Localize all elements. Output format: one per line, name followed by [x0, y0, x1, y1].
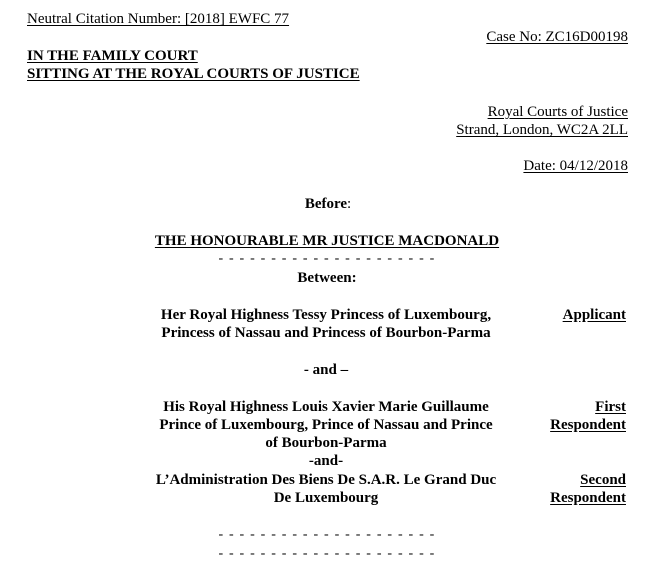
first-respondent-name: [131, 398, 521, 452]
first-respondent-line-1: His Royal Highness Louis Xavier Marie Guillaume: [163, 399, 489, 415]
before-label: [0, 195, 656, 213]
and-separator-2: -and-: [308, 453, 344, 469]
separator-2: - - - - - - - - - - - - - - - - - - - - -: [218, 527, 436, 542]
between-label: Between:: [297, 270, 357, 286]
judge-name: THE HONOURABLE MR JUSTICE MACDONALD: [154, 233, 500, 249]
separator-3: - - - - - - - - - - - - - - - - - - - - -: [218, 546, 436, 561]
case-number: Case No: ZC16D00198: [486, 29, 628, 45]
applicant-role: Applicant: [562, 307, 626, 323]
first-respondent-role-line-1: First: [595, 399, 626, 415]
first-respondent-role: [550, 398, 626, 434]
court-name: IN THE FAMILY COURT: [27, 48, 198, 64]
second-respondent-role: [550, 471, 626, 507]
neutral-citation: Neutral Citation Number: [2018] EWFC 77: [27, 11, 290, 27]
court-sitting: SITTING AT THE ROYAL COURTS OF JUSTICE: [27, 66, 360, 82]
second-respondent-role-line-2: Respondent: [550, 490, 626, 506]
first-respondent-line-2: Prince of Luxembourg, Prince of Nassau and Prince: [159, 417, 493, 433]
first-respondent-line-3: of Bourbon-Parma: [265, 435, 387, 451]
second-respondent-role-line-1: Second: [580, 472, 626, 488]
first-respondent-role-line-2: Respondent: [550, 417, 626, 433]
before-colon: :: [347, 196, 352, 212]
and-separator-1: - and –: [303, 362, 349, 378]
judgment-date: Date: 04/12/2018: [523, 158, 628, 174]
address-line-2: Strand, London, WC2A 2LL: [456, 122, 628, 138]
second-respondent-line-1: L’Administration Des Biens De S.A.R. Le Grand Duc: [155, 472, 497, 488]
separator-1: - - - - - - - - - - - - - - - - - - - - -: [218, 251, 436, 266]
address-line-1: Royal Courts of Justice: [487, 104, 628, 120]
applicant-name: [131, 306, 521, 342]
second-respondent-line-2: De Luxembourg: [273, 490, 379, 506]
second-respondent-name: [131, 471, 521, 507]
before-label-text: Before: [304, 196, 348, 212]
applicant-line-1: Her Royal Highness Tessy Princess of Luxembourg,: [160, 307, 492, 323]
applicant-line-2: Princess of Nassau and Princess of Bourbon-Parma: [161, 325, 491, 341]
